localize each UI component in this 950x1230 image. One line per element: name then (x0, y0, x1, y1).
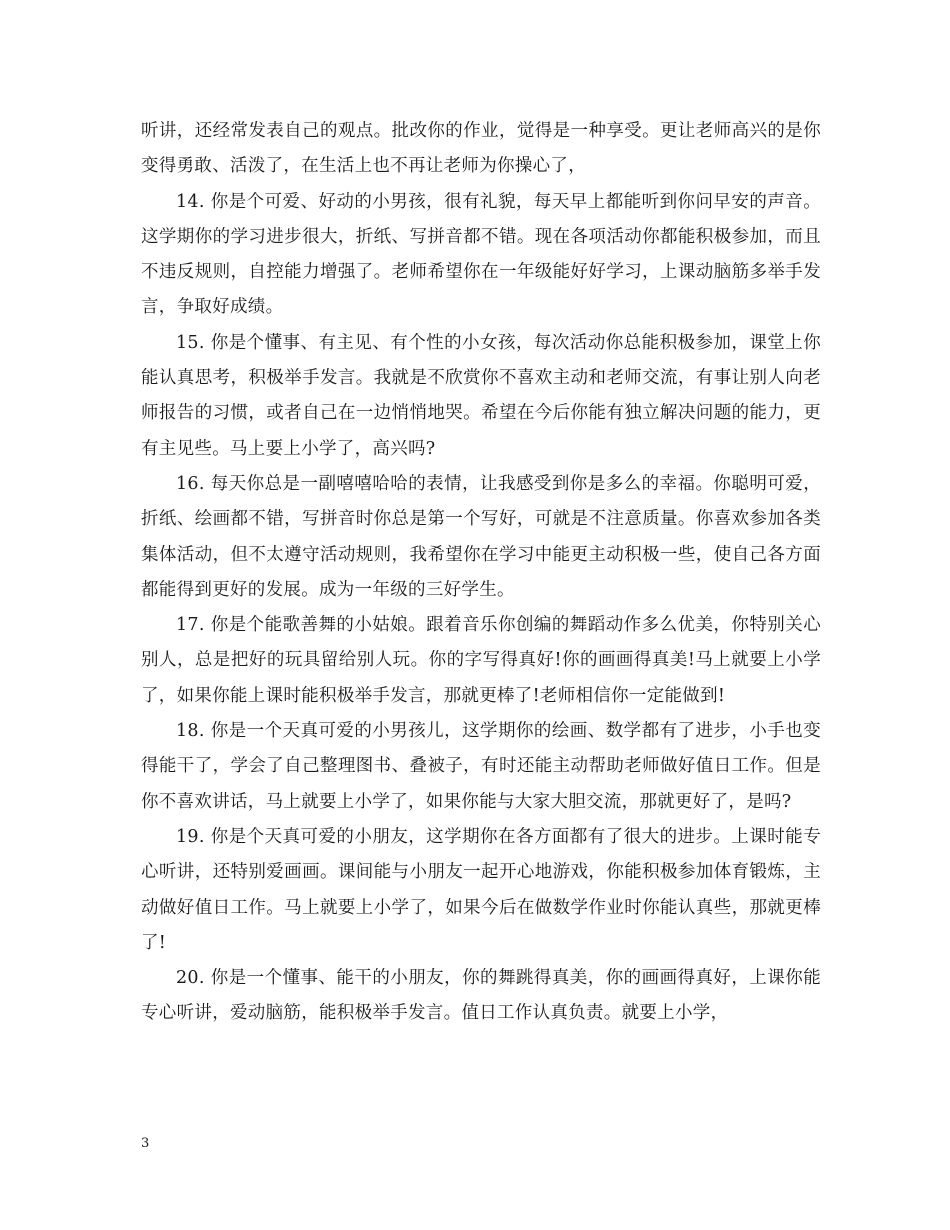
paragraph-comment-18: 18. 你是一个天真可爱的小男孩儿，这学期你的绘画、数学都有了进步，小手也变得能干了，学会了自己整理图书、叠被子，有时还能主动帮助老师做好值日工作。但是你不喜欢讲话，马上就要上小学了，如果你能与大家大胆交流，那就更好了，是吗? (141, 721, 821, 812)
page-number: 3 (141, 1136, 150, 1151)
paragraph-comment-14: 14. 你是个可爱、好动的小男孩，很有礼貌，每天早上都能听到你问早安的声音。这学期你的学习进步很大，折纸、写拼音都不错。现在各项活动你都能积极参加，而且不违反规则，自控能力增强了。老师希望你在一年级能好好学习，上课动脑筋多举手发言，争取好成绩。 (141, 191, 821, 318)
paragraph-comment-16: 16. 每天你总是一副嘻嘻哈哈的表情，让我感受到你是多么的幸福。你聪明可爱，折纸、绘画都不错，写拼音时你总是第一个写好，可就是不注意质量。你喜欢参加各类集体活动，但不太遵守活动规则，我希望你在学习中能更主动积极一些，使自己各方面都能得到更好的发展。成为一年级的三好学生。 (141, 473, 821, 600)
paragraph-comment-17: 17. 你是个能歌善舞的小姑娘。跟着音乐你创编的舞蹈动作多么优美，你特别关心别人，总是把好的玩具留给别人玩。你的字写得真好!你的画画得真美!马上就要上小学了，如果你能上课时能积极举手发言，那就更棒了!老师相信你一定能做到! (141, 615, 821, 706)
paragraph-comment-20: 20. 你是一个懂事、能干的小朋友，你的舞跳得真美，你的画画得真好，上课你能专心听讲，爱动脑筋，能积极举手发言。值日工作认真负责。就要上小学， (141, 968, 821, 1024)
paragraph-continuation: 听讲，还经常发表自己的观点。批改你的作业，觉得是一种享受。更让老师高兴的是你变得勇敢、活泼了，在生活上也不再让老师为你操心了， (141, 121, 821, 177)
paragraph-comment-19: 19. 你是个天真可爱的小朋友，这学期你在各方面都有了很大的进步。上课时能专心听讲，还特别爱画画。课间能与小朋友一起开心地游戏，你能积极参加体育锻炼，主动做好值日工作。马上就要上小学了，如果今后在做数学作业时你能认真些，那就更棒了! (141, 826, 821, 953)
paragraph-comment-15: 15. 你是个懂事、有主见、有个性的小女孩，每次活动你总能积极参加，课堂上你能认真思考，积极举手发言。我就是不欣赏你不喜欢主动和老师交流，有事让别人向老师报告的习惯，或者自己在一边悄悄地哭。希望在今后你能有独立解决问题的能力，更有主见些。马上要上小学了，高兴吗? (141, 332, 821, 459)
document-body (141, 114, 821, 1032)
